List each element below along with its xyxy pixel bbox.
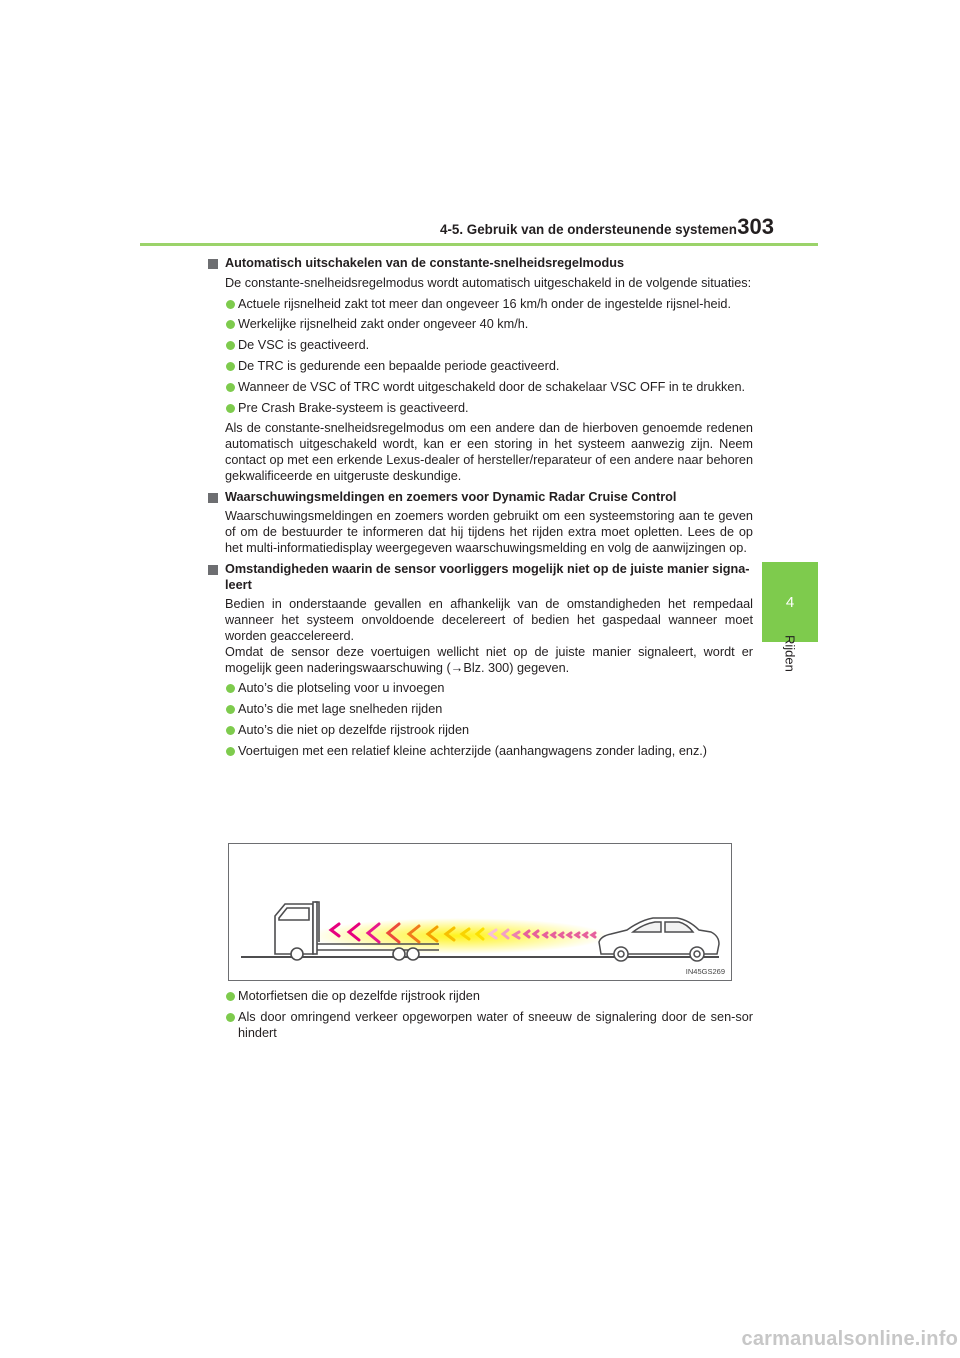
list-item-text: Werkelijke rijsnelheid zakt onder ongeveer 40 km/h. [238,317,529,332]
list-item [225,401,753,417]
bullet-icon [226,747,235,756]
header-divider [140,243,818,246]
section-heading [207,490,753,506]
bullet-icon [226,362,235,371]
bullet-icon [226,992,235,1001]
list-item-text: Auto’s die plotseling voor u invoegen [238,681,445,696]
section-title: 4-5. Gebruik van de ondersteunende systemen [440,222,737,237]
square-bullet-icon [208,493,218,503]
list-item [225,1010,753,1042]
square-bullet-icon [208,565,218,575]
bullet-icon [226,726,235,735]
list-item-text: Auto’s die met lage snelheden rijden [238,702,443,717]
car-icon [599,918,719,961]
illustration-radar-trailer [228,843,732,981]
list-item [225,359,753,375]
list-item-text: Wanneer de VSC of TRC wordt uitgeschakeld door de schakelaar VSC OFF in te drukken. [238,379,746,394]
figure-code: IN45GS269 [685,967,725,976]
list-item [225,681,753,697]
list-item-text: Motorfietsen die op dezelfde rijstrook rijden [238,989,480,1003]
bullet-icon [226,705,235,714]
list-item [225,989,753,1005]
paragraph: Als de constante-snelheidsregelmodus om een andere dan de hierboven genoemde redenen automatisch uitgeschakeld wordt, kan er een storing in het systeem aanwezig zijn. Neem contact op met een erkende Lexus-dealer of hersteller/reparateur of een andere naar behoren gekwalificeerde en uitgeruste deskundige. [225,421,753,483]
section-heading [207,562,753,594]
list-item-text: Voertuigen met een relatief kleine achterzijde (aanhangwagens zonder lading, enz.) [238,743,708,758]
list-item [225,338,753,354]
paragraph: De constante-snelheidsregelmodus wordt automatisch uitgeschakeld in de volgende situaties: [225,275,752,290]
paragraph-line: Bedien in onderstaande gevallen en afhankelijk van de omstandigheden het rempedaal wanneer het systeem onvoldoende decelereert of bedien het gaspedaal wanneer moet worden geaccelereerd. [225,597,753,643]
list-item-text: Pre Crash Brake-systeem is geactiveerd. [238,400,469,415]
list-item [225,723,753,739]
chapter-number: 4 [785,593,795,611]
content-after-figure [207,989,753,1046]
chapter-label: Rijden [782,634,798,672]
main-content [207,256,753,765]
square-bullet-icon [208,259,218,269]
illustration-svg [229,844,731,980]
heading-text: Omstandigheden waarin de sensor voorliggers mogelijk niet op de juiste manier signa-leert [225,561,750,592]
list-item-text: Als door omringend verkeer opgeworpen water of sneeuw de signalering door de sen-sor hindert [238,1009,753,1040]
list-item [225,380,753,396]
list-item [225,744,753,760]
bullet-icon [226,320,235,329]
list-item [225,702,753,718]
watermark: carmanualsonline.info [741,1328,958,1350]
paragraph [225,597,753,676]
bullet-icon [226,404,235,413]
list-item [225,317,753,333]
list-item-text: Actuele rijsnelheid zakt tot meer dan ongeveer 16 km/h onder de ingestelde rijsnel-heid. [238,296,731,311]
paragraph: Waarschuwingsmeldingen en zoemers worden gebruikt om een systeemstoring aan te geven of om de bestuurder te informeren dat hij tijdens het rijden extra moet opletten. Lees de op het multi-informatiedisplay weergegeven waarschuwingsmelding en volg de aanwijzingen op. [225,509,753,555]
bullet-icon [226,341,235,350]
list-item-text: De VSC is geactiveerd. [238,338,370,353]
bullet-icon [226,383,235,392]
list-item-text: Auto’s die niet op dezelfde rijstrook rijden [238,722,470,737]
paragraph-line: Omdat de sensor deze voertuigen wellicht niet op de juiste manier signaleert, wordt er mogelijk geen naderingswaarschuwing (→Blz. 300) gegeven. [225,644,753,675]
list-item-text: De TRC is gedurende een bepaalde periode geactiveerd. [238,358,560,373]
page-number: 303 [737,214,774,239]
list-item [225,297,753,313]
bullet-icon [226,684,235,693]
heading-text: Automatisch uitschakelen van de constante-snelheidsregelmodus [225,256,625,270]
bullet-icon [226,300,235,309]
page-header [0,0,960,250]
chapter-tab [762,562,818,642]
heading-text: Waarschuwingsmeldingen en zoemers voor Dynamic Radar Cruise Control [225,489,677,504]
bullet-icon [226,1013,235,1022]
section-heading [207,256,753,272]
